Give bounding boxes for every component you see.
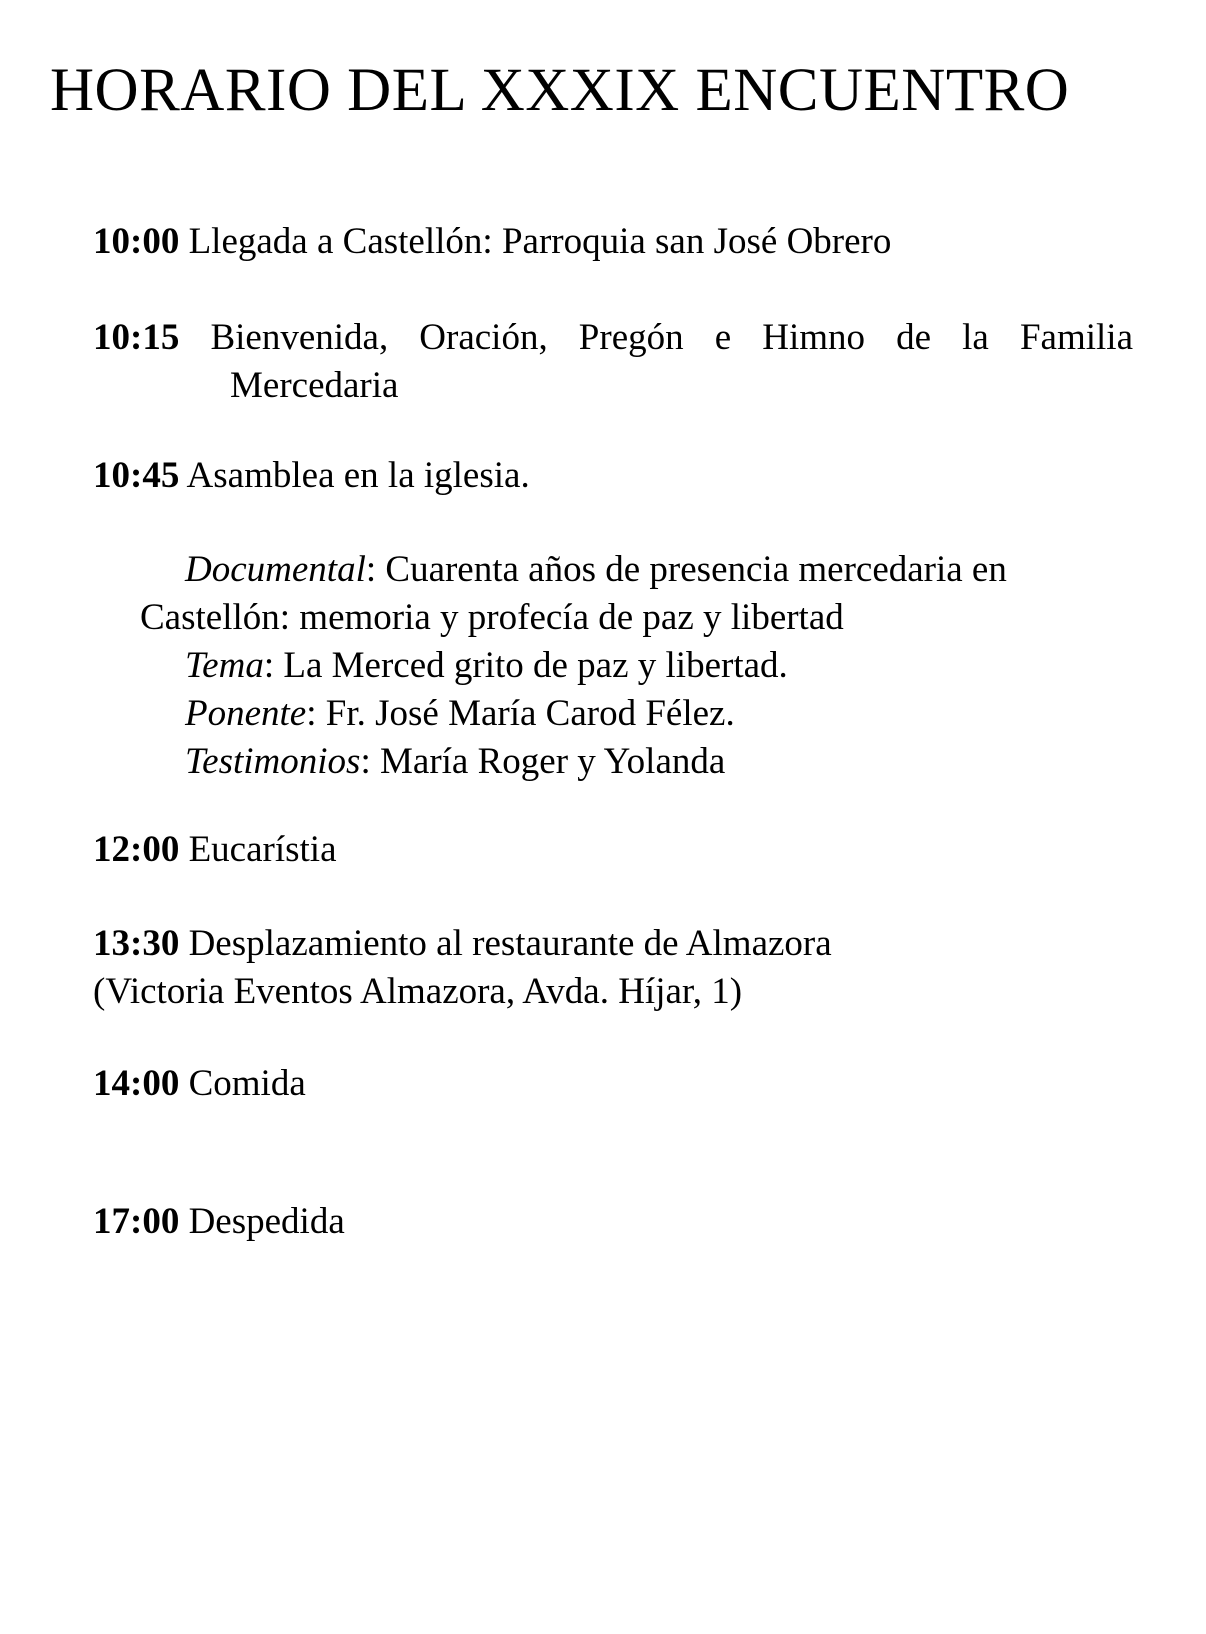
schedule-line xyxy=(93,314,1133,362)
tema-text: : La Merced grito de paz y libertad. xyxy=(263,645,788,686)
schedule-time: 10:45 xyxy=(93,455,180,496)
schedule-item xyxy=(93,218,1133,266)
documental-line-continued: Castellón: memoria y profecía de paz y libertad xyxy=(140,597,844,638)
documental-line xyxy=(93,546,1133,594)
schedule-text: Llegada a Castellón: Parroquia san José Obrero xyxy=(188,221,892,262)
schedule-item xyxy=(93,826,1133,874)
schedule-item xyxy=(93,452,1133,500)
schedule-text: Desplazamiento al restaurante de Almazora xyxy=(188,923,832,964)
tema-line xyxy=(93,642,1133,690)
assembly-details xyxy=(93,546,1133,786)
schedule-item xyxy=(93,1198,1133,1246)
testimonios-text: : María Roger y Yolanda xyxy=(360,741,726,782)
schedule-line xyxy=(93,920,1133,968)
testimonios-label: Testimonios xyxy=(185,741,361,782)
schedule-item xyxy=(93,1060,1133,1108)
schedule-time: 13:30 xyxy=(93,923,180,964)
tema-label: Tema xyxy=(185,645,264,686)
testimonios-line xyxy=(93,738,1133,786)
schedule-text: Despedida xyxy=(188,1201,345,1242)
schedule-time: 10:00 xyxy=(93,221,180,262)
schedule-text-continued: Mercedaria xyxy=(230,365,399,406)
schedule-text: Comida xyxy=(188,1063,306,1104)
ponente-text: : Fr. José María Carod Félez. xyxy=(306,693,735,734)
schedule-text: Eucarístia xyxy=(188,829,337,870)
schedule-text: Asamblea en la iglesia. xyxy=(186,455,530,496)
schedule-item xyxy=(93,920,1133,1016)
schedule-item xyxy=(93,314,1133,410)
schedule-time: 12:00 xyxy=(93,829,180,870)
ponente-label: Ponente xyxy=(185,693,307,734)
schedule-time: 17:00 xyxy=(93,1201,180,1242)
ponente-line xyxy=(93,690,1133,738)
documental-label: Documental xyxy=(185,549,366,590)
schedule-text-continued: (Victoria Eventos Almazora, Avda. Híjar, 1) xyxy=(93,971,743,1012)
schedule-text: Bienvenida, Oración, Pregón e Himno de la Familia xyxy=(210,317,1133,358)
page-title: HORARIO DEL XXXIX ENCUENTRO xyxy=(50,57,1070,124)
schedule-time: 14:00 xyxy=(93,1063,180,1104)
schedule-time: 10:15 xyxy=(93,317,180,358)
documental-text: : Cuarenta años de presencia mercedaria en xyxy=(365,549,1007,590)
